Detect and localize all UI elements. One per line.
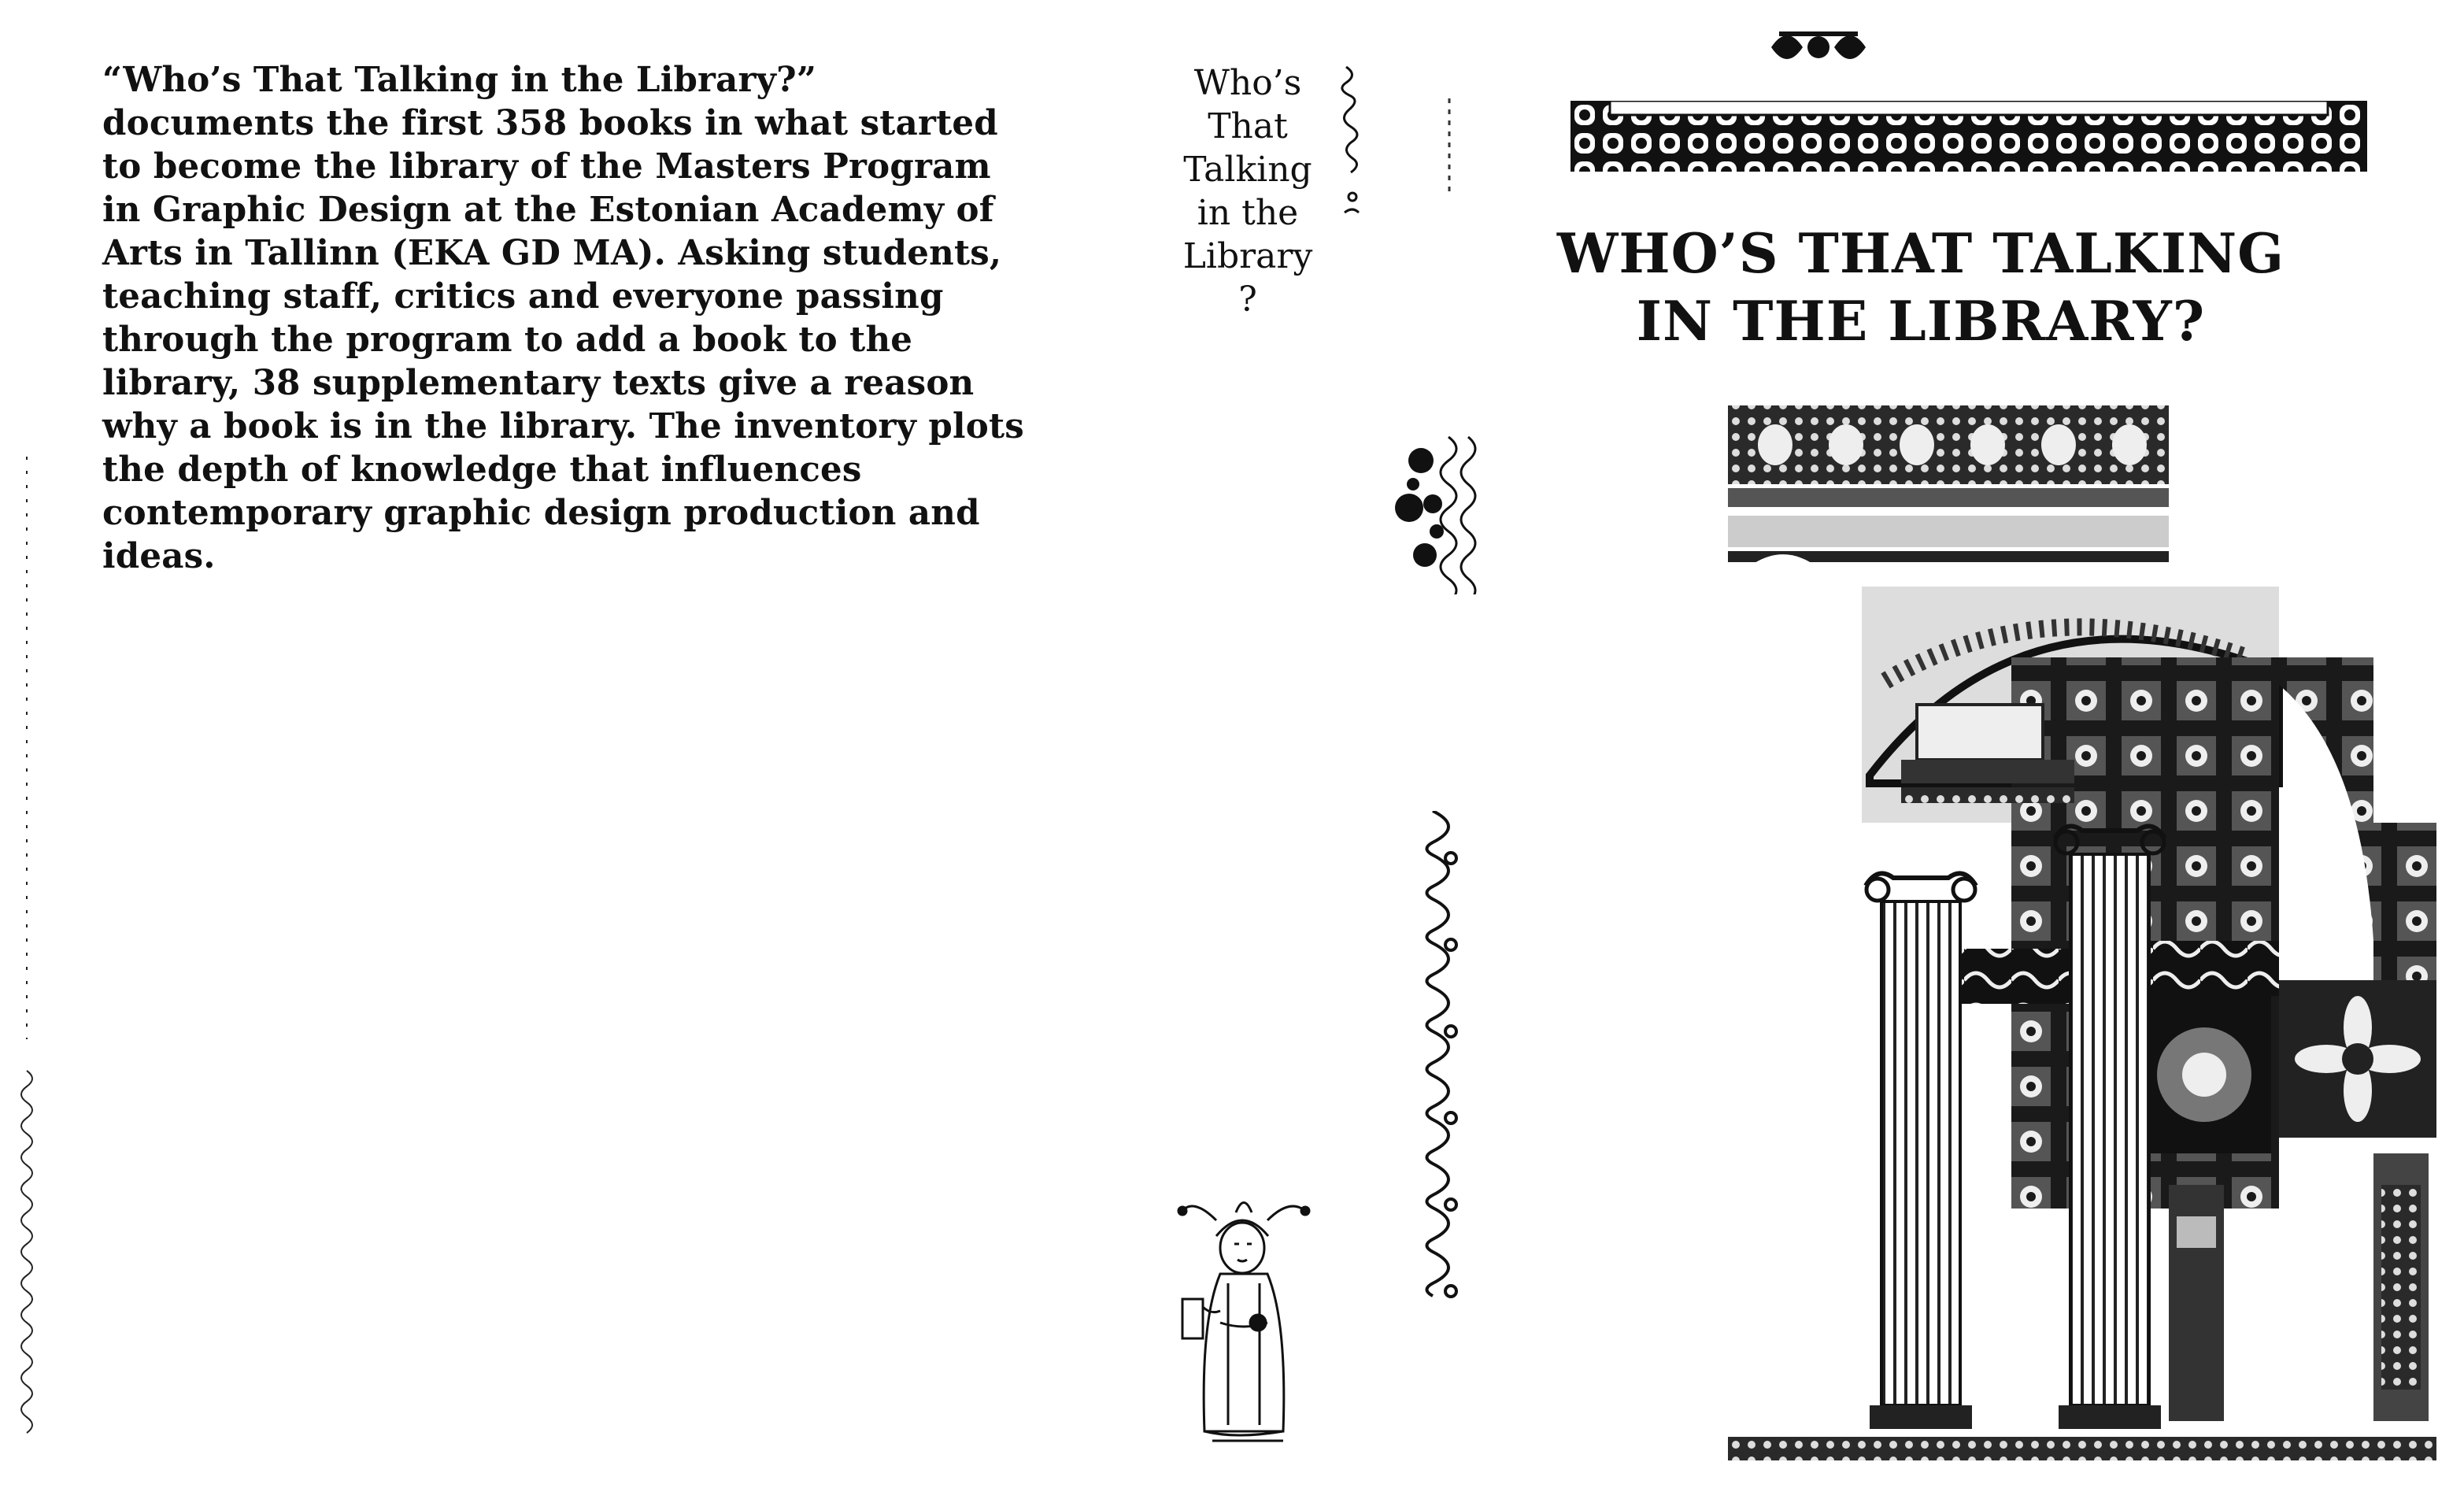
spine-title-line: Who’s — [1193, 63, 1302, 103]
spine-top-ornament — [1338, 63, 1370, 220]
spine-title-line: in the — [1197, 193, 1299, 233]
front-checker-frieze — [1571, 101, 2367, 172]
front-top-ornament — [1763, 24, 1874, 71]
left-edge-ornament-strip — [17, 441, 49, 1449]
spine-title — [1149, 61, 1346, 321]
back-cover-description: “Who’s That Talking in the Library?” documents the first 358 books in what started to become the library of the Masters Program in Graphic Design at the Estonian Academy of Arts in Tallinn (EKA GD MA). Asking students, teaching staff, critics and everyone passing through the program to add a book to the library, 38 supplementary texts give a reason why a book is in the library. The inventory plots the depth of knowledge that influences contemporary graphic design production and ideas. — [102, 60, 1024, 576]
jester-illustration — [1173, 1189, 1315, 1457]
architectural-collage-illustration — [1728, 398, 2436, 1476]
spine-title-line: That — [1208, 106, 1288, 146]
spine-title-line: Library — [1182, 236, 1313, 276]
front-title-line: IN THE LIBRARY? — [1636, 290, 2206, 353]
spine-dotted-line — [1447, 98, 1452, 193]
spine-title-line: ? — [1238, 279, 1257, 320]
spine-title-line: Talking — [1183, 150, 1312, 190]
front-title-line: WHO’S THAT TALKING — [1556, 222, 2285, 286]
spine-scroll-border — [1421, 811, 1476, 1354]
spine-rosette-ornament — [1389, 429, 1496, 594]
front-cover-title — [1519, 220, 2322, 356]
